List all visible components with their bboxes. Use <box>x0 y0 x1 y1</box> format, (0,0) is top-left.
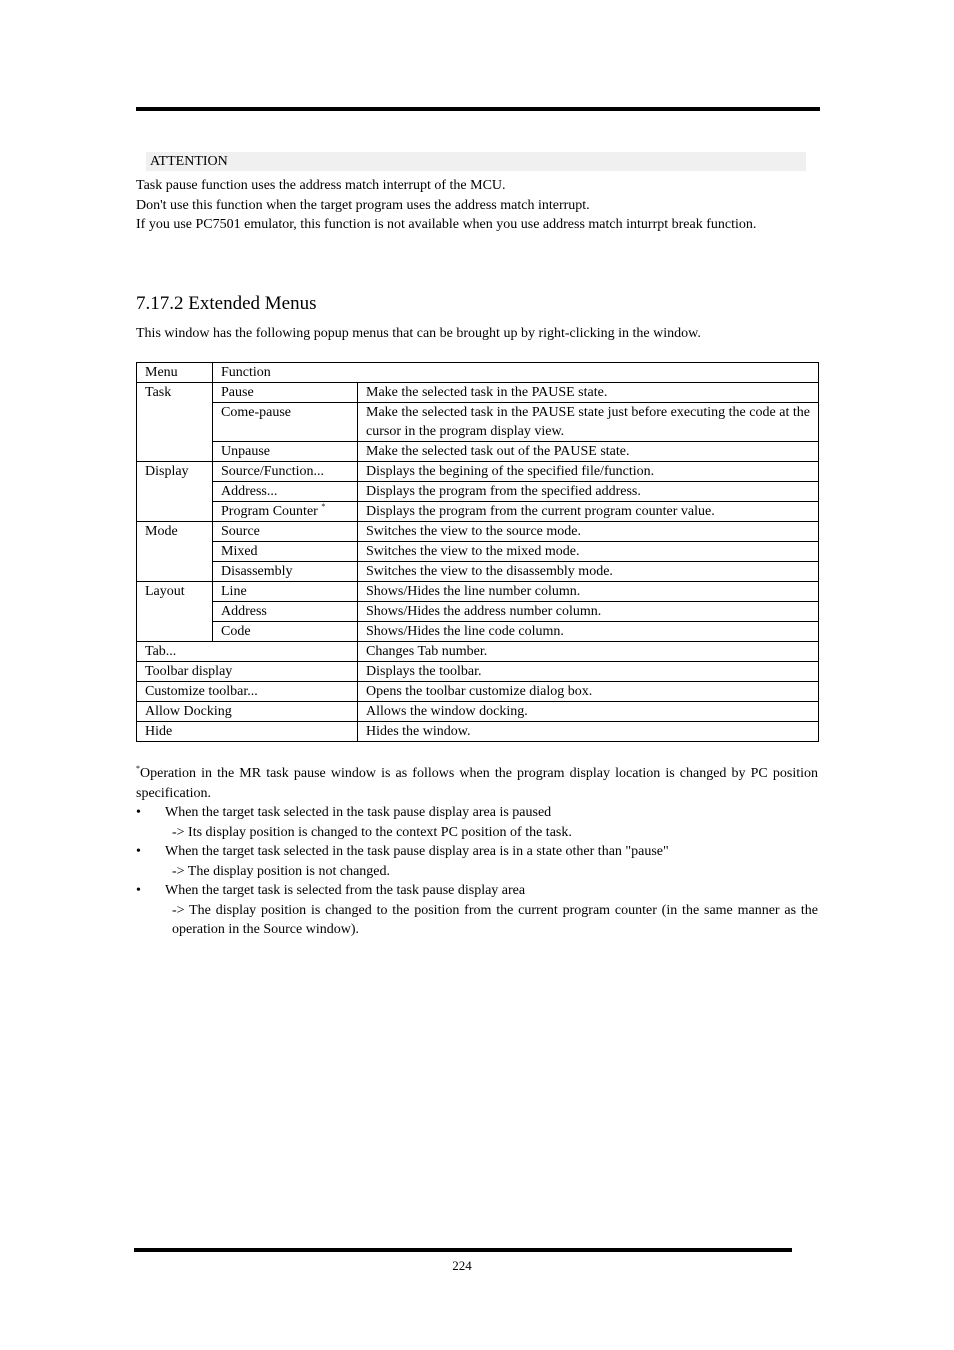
menu-cell: Display <box>137 462 213 522</box>
table-row <box>137 462 819 482</box>
menu-cell: Allow Docking <box>137 702 358 722</box>
submenu-cell: Come-pause <box>213 403 358 442</box>
bullet-text: When the target task selected in the task pause display area is in a state other than "pause" <box>165 844 669 859</box>
menu-cell: Mode <box>137 522 213 582</box>
function-cell: Switches the view to the mixed mode. <box>358 542 819 562</box>
function-cell: Shows/Hides the line number column. <box>358 582 819 602</box>
submenu-cell: Mixed <box>213 542 358 562</box>
submenu-cell: Disassembly <box>213 562 358 582</box>
table-row <box>137 642 819 662</box>
bullet-text: When the target task selected in the task pause display area is paused <box>165 805 552 820</box>
footnote-section <box>136 764 818 940</box>
footer-rule <box>134 1248 792 1252</box>
extended-menus-table <box>136 362 819 742</box>
function-cell: Hides the window. <box>358 722 819 742</box>
column-header-function: Function <box>213 363 819 383</box>
attention-title: ATTENTION <box>150 154 228 169</box>
table-row <box>137 403 819 442</box>
function-cell: Opens the toolbar customize dialog box. <box>358 682 819 702</box>
table-row <box>137 383 819 403</box>
submenu-cell: Pause <box>213 383 358 403</box>
function-cell: Make the selected task out of the PAUSE state. <box>358 442 819 462</box>
attention-line: Don't use this function when the target program uses the address match interrupt. <box>136 197 590 213</box>
bullet-icon: • <box>136 844 141 859</box>
function-cell: Switches the view to the disassembly mode. <box>358 562 819 582</box>
function-cell: Displays the toolbar. <box>358 662 819 682</box>
list-item <box>136 881 818 940</box>
table-header-row <box>137 363 819 383</box>
menu-cell: Toolbar display <box>137 662 358 682</box>
submenu-cell <box>213 502 358 522</box>
footnote-body: Operation in the MR task pause window is as follows when the program display location is changed by PC position specification. <box>136 766 818 801</box>
function-cell: Displays the begining of the specified file/function. <box>358 462 819 482</box>
submenu-cell: Source <box>213 522 358 542</box>
table-row <box>137 702 819 722</box>
submenu-cell: Address... <box>213 482 358 502</box>
table-row <box>137 502 819 522</box>
table-row <box>137 442 819 462</box>
table-row <box>137 682 819 702</box>
table-row <box>137 662 819 682</box>
menu-cell: Layout <box>137 582 213 642</box>
header-rule <box>136 107 820 111</box>
table-row <box>137 542 819 562</box>
table-row <box>137 562 819 582</box>
bullet-text: When the target task is selected from the task pause display area <box>165 883 526 898</box>
submenu-cell: Address <box>213 602 358 622</box>
attention-banner <box>146 152 806 171</box>
table-row <box>137 582 819 602</box>
function-cell: Switches the view to the source mode. <box>358 522 819 542</box>
function-cell: Displays the program from the specified address. <box>358 482 819 502</box>
list-item <box>136 803 818 842</box>
bullet-result: -> The display position is not changed. <box>172 863 390 879</box>
function-cell: Allows the window docking. <box>358 702 819 722</box>
table-row <box>137 482 819 502</box>
column-header-menu: Menu <box>137 363 213 383</box>
section-intro: This window has the following popup menus that can be brought up by right-clicking in the window. <box>136 326 701 341</box>
function-cell: Make the selected task in the PAUSE state just before executing the code at the cursor in the program display view. <box>358 403 819 442</box>
bullet-icon: • <box>136 883 141 898</box>
submenu-cell: Source/Function... <box>213 462 358 482</box>
list-item <box>136 842 818 881</box>
submenu-cell: Code <box>213 622 358 642</box>
table-row <box>137 622 819 642</box>
function-cell: Make the selected task in the PAUSE state. <box>358 383 819 403</box>
menu-cell: Tab... <box>137 642 358 662</box>
attention-line: Task pause function uses the address match interrupt of the MCU. <box>136 178 506 193</box>
footnote-mark: * <box>321 502 326 511</box>
table-row <box>137 602 819 622</box>
bullet-list <box>136 803 818 940</box>
table-row <box>137 522 819 542</box>
bullet-result: -> The display position is changed to the position from the current program counter (in the same manner as the operation in the Source window). <box>172 902 818 937</box>
function-cell: Changes Tab number. <box>358 642 819 662</box>
footnote-text <box>136 764 818 803</box>
menu-cell: Customize toolbar... <box>137 682 358 702</box>
attention-line: If you use PC7501 emulator, this function is not available when you use address match inturrpt break function. <box>136 217 757 232</box>
submenu-label: Program Counter <box>221 504 318 519</box>
menu-cell: Task <box>137 383 213 462</box>
submenu-cell: Unpause <box>213 442 358 462</box>
footnote-mark: * <box>136 764 140 773</box>
menu-cell: Hide <box>137 722 358 742</box>
function-cell: Shows/Hides the line code column. <box>358 622 819 642</box>
section-heading: 7.17.2 Extended Menus <box>136 293 317 314</box>
function-cell: Displays the program from the current program counter value. <box>358 502 819 522</box>
bullet-result: -> Its display position is changed to the context PC position of the task. <box>172 824 572 840</box>
function-cell: Shows/Hides the address number column. <box>358 602 819 622</box>
bullet-icon: • <box>136 805 141 820</box>
submenu-cell: Line <box>213 582 358 602</box>
page-number: 224 <box>452 1258 472 1273</box>
table-row <box>137 722 819 742</box>
attention-body <box>136 176 820 235</box>
